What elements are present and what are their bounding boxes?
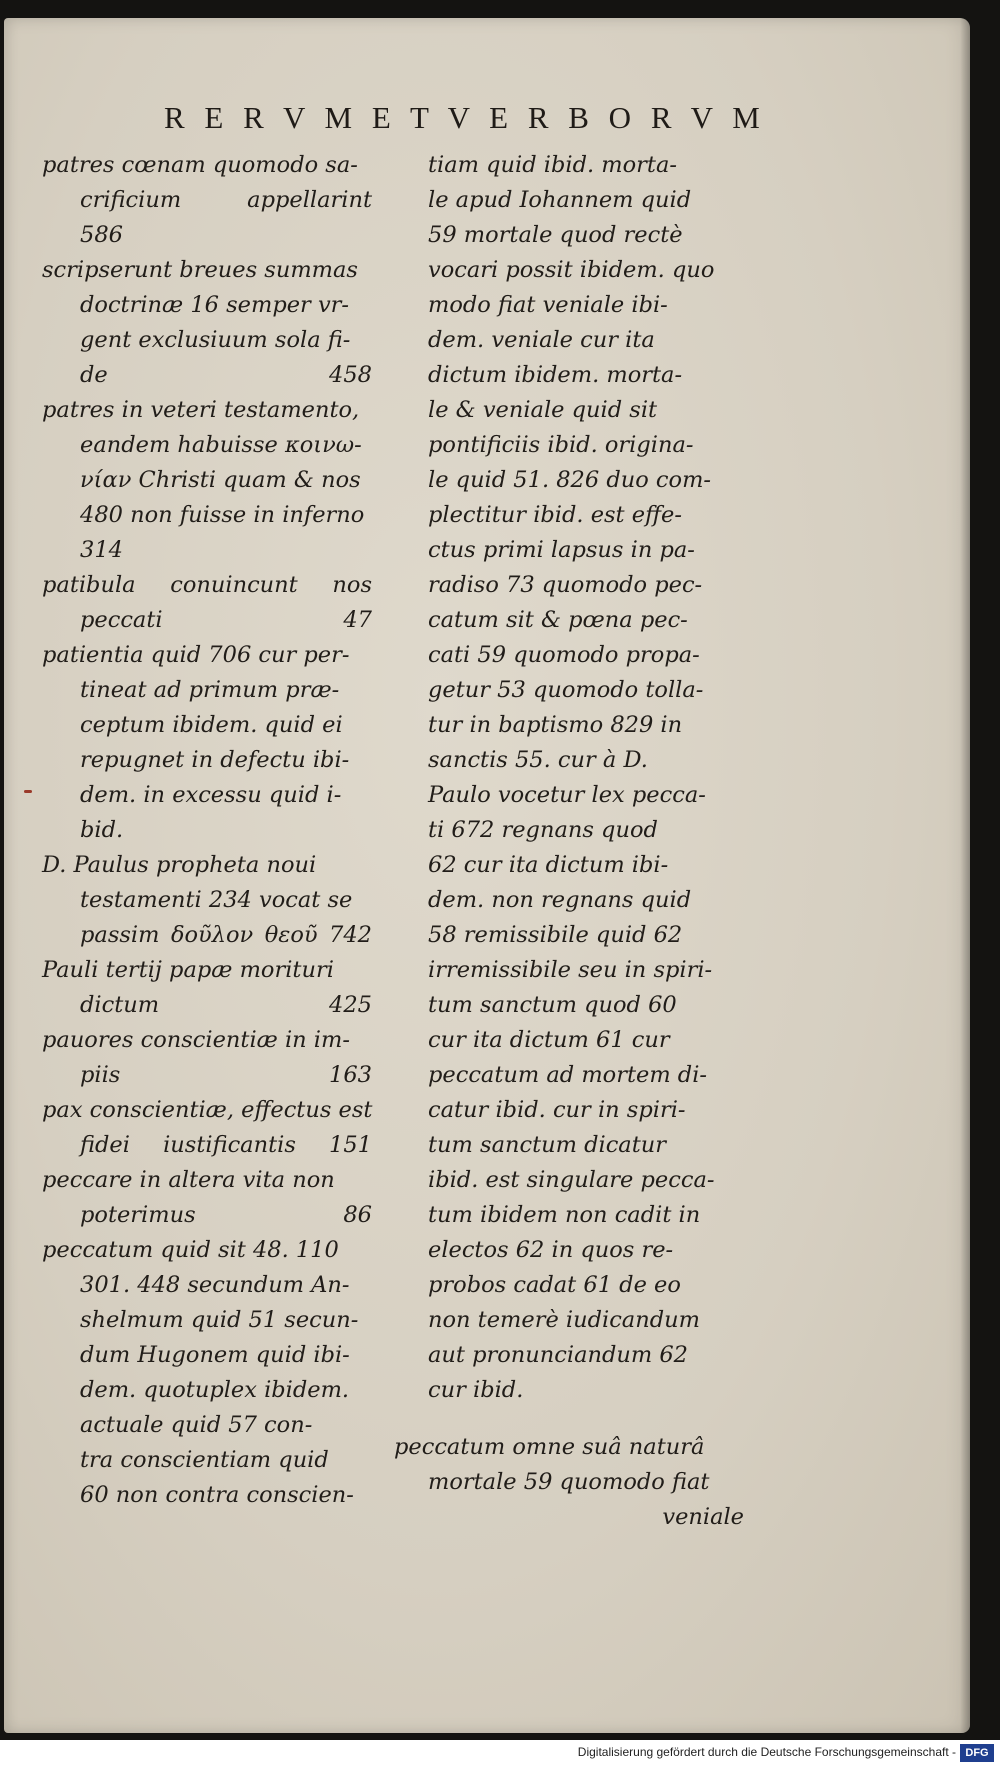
index-line: radiso 73 quomodo pec- [428, 572, 703, 598]
index-line: aut pronunciandum 62 [428, 1342, 688, 1368]
index-line: peccatum quid sit 48. 110 [42, 1237, 339, 1263]
index-line: catum sit & pœna pec- [428, 607, 688, 633]
index-line: dictum 425 [80, 992, 372, 1018]
index-line: 586 [80, 222, 123, 248]
index-line: dictum ibidem. morta- [428, 362, 683, 388]
index-line: de 458 [80, 362, 372, 388]
index-line: dem. non regnans quid [428, 887, 692, 913]
index-line: tum sanctum dicatur [428, 1132, 666, 1158]
index-line: ti 672 regnans quod [428, 817, 658, 843]
index-line: dem. in excessu quid i- [80, 782, 342, 808]
index-line: ibid. est singulare pecca- [428, 1167, 715, 1193]
index-line: sanctis 55. cur à D. [428, 747, 648, 773]
index-line: Pauli tertij papæ morituri [42, 957, 334, 983]
index-line: modo fiat veniale ibi- [428, 292, 668, 318]
index-line: repugnet in defectu ibi- [80, 747, 350, 773]
index-line: tum sanctum quod 60 [428, 992, 677, 1018]
margin-ink-mark [24, 790, 32, 793]
running-head: R E R V M E T V E R B O R V M [164, 100, 766, 135]
index-line: probos cadat 61 de eo [428, 1272, 681, 1298]
index-line: νίαν Christi quam & nos [80, 467, 361, 493]
index-line: patientia quid 706 cur per- [42, 642, 350, 668]
index-line: irremissibile seu in spiri- [428, 957, 713, 983]
index-line: 58 remissibile quid 62 [428, 922, 683, 948]
page-edge-shadow [960, 18, 970, 1733]
index-line: eandem habuisse κοινω- [80, 432, 362, 458]
index-line: scripserunt breues summas [42, 257, 358, 283]
index-line: doctrinæ 16 semper vr- [80, 292, 350, 318]
index-line: bid. [80, 817, 124, 843]
index-line: tur in baptismo 829 in [428, 712, 683, 738]
index-line: non temerè iudicandum [428, 1307, 700, 1333]
index-line: patres cœnam quomodo sa- [42, 152, 358, 178]
index-line: ctus primi lapsus in pa- [428, 537, 695, 563]
index-line: D. Paulus propheta noui [42, 852, 317, 878]
index-line: peccati 47 [80, 607, 372, 633]
index-line: pax conscientiæ, effectus est [42, 1097, 373, 1123]
index-line: plectitur ibid. est effe- [428, 502, 682, 528]
index-line: testamenti 234 vocat se [80, 887, 353, 913]
index-line: pontificiis ibid. origina- [428, 432, 694, 458]
index-line: le & veniale quid sit [428, 397, 658, 423]
index-line: electos 62 in quos re- [428, 1237, 674, 1263]
index-line: 314 [80, 537, 123, 563]
index-line: shelmum quid 51 secun- [80, 1307, 359, 1333]
index-line: 62 cur ita dictum ibi- [428, 852, 669, 878]
index-line: getur 53 quomodo tolla- [428, 677, 704, 703]
index-line: cur ita dictum 61 cur [428, 1027, 670, 1053]
book-page [4, 18, 970, 1733]
index-catchword: veniale [662, 1504, 744, 1530]
digitization-footer [0, 1740, 1000, 1768]
index-line: peccatum omne suâ naturâ [394, 1434, 705, 1460]
index-line: peccare in altera vita non [42, 1167, 335, 1193]
entry-gap [424, 1408, 744, 1430]
index-line: ceptum ibidem. quid ei [80, 712, 343, 738]
index-line: 301. 448 secundum An- [80, 1272, 350, 1298]
index-line: mortale 59 quomodo fiat [428, 1469, 710, 1495]
dfg-logo: DFG [960, 1744, 994, 1762]
index-line: passim δοῦλον θεοῦ 742 [80, 922, 372, 948]
index-line: peccatum ad mortem di- [428, 1062, 708, 1088]
index-line: patibula conuincunt nos [42, 572, 372, 598]
index-line: cati 59 quomodo propa- [428, 642, 700, 668]
index-line: 59 mortale quod rectè [428, 222, 683, 248]
index-line: 60 non contra conscien- [80, 1482, 354, 1508]
index-line: actuale quid 57 con- [80, 1412, 313, 1438]
index-line: fidei iustificantis 151 [80, 1132, 372, 1158]
index-column-left [42, 148, 372, 1513]
index-line: le apud Iohannem quid [428, 187, 692, 213]
index-line: piis 163 [80, 1062, 372, 1088]
index-line: dum Hugonem quid ibi- [80, 1342, 350, 1368]
index-line: 480 non fuisse in inferno [80, 502, 365, 528]
index-line: pauores conscientiæ in im- [42, 1027, 350, 1053]
index-line: poterimus 86 [80, 1202, 372, 1228]
index-line: dem. veniale cur ita [428, 327, 655, 353]
index-line: vocari possit ibidem. quo [428, 257, 715, 283]
index-line: tiam quid ibid. morta- [428, 152, 677, 178]
index-line: dem. quotuplex ibidem. [80, 1377, 350, 1403]
index-line: tra conscientiam quid [80, 1447, 329, 1473]
index-line: patres in veteri testamento, [42, 397, 360, 423]
index-line: le quid 51. 826 duo com- [428, 467, 712, 493]
index-line: cur ibid. [428, 1377, 524, 1403]
index-column-right [394, 148, 744, 1535]
index-line: tineat ad primum præ- [80, 677, 340, 703]
index-line: catur ibid. cur in spiri- [428, 1097, 686, 1123]
index-line: gent exclusiuum sola fi- [80, 327, 351, 353]
index-line: Paulo vocetur lex pecca- [428, 782, 706, 808]
index-line: tum ibidem non cadit in [428, 1202, 701, 1228]
funding-notice: Digitalisierung gefördert durch die Deutsche Forschungsgemeinschaft - [577, 1745, 956, 1759]
index-line: crificium appellarint [80, 187, 372, 213]
